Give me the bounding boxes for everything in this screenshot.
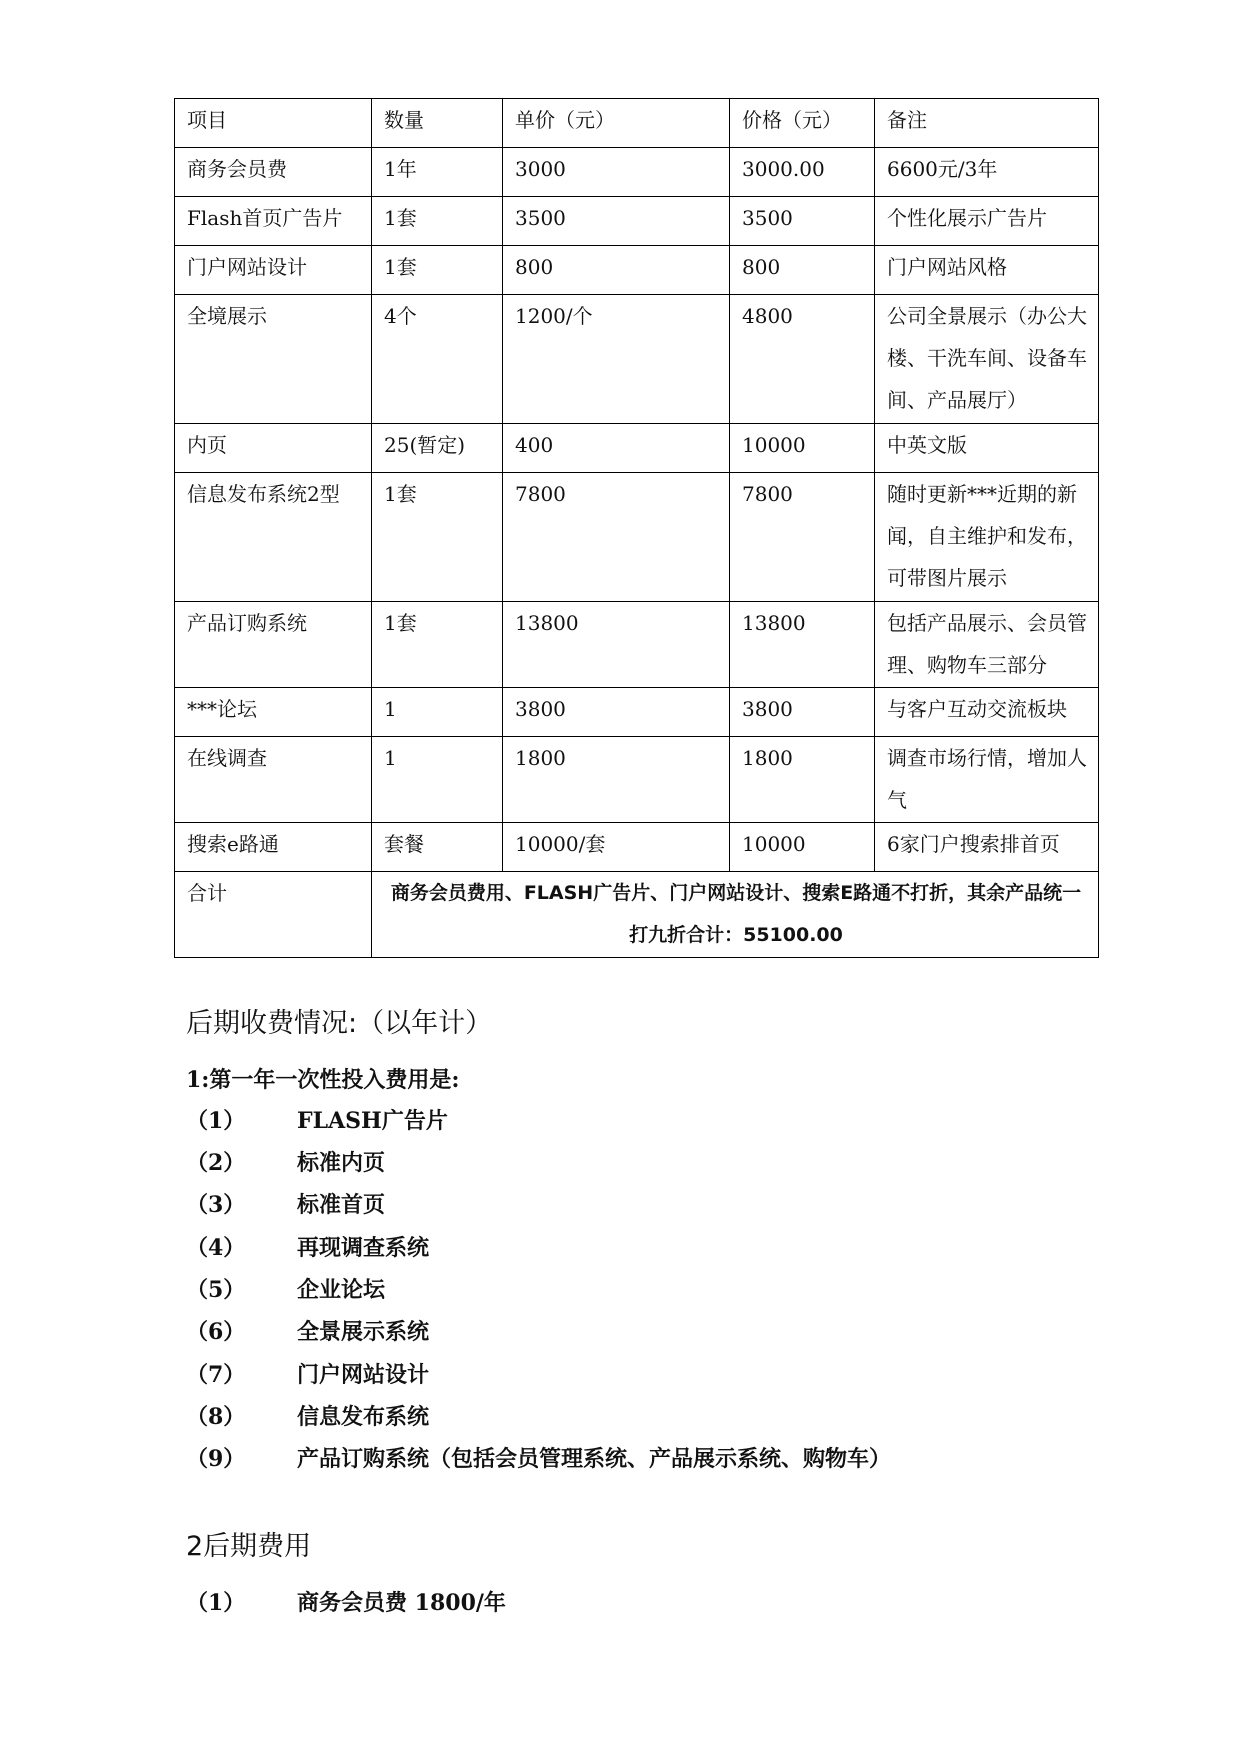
list-item-number: （1） [186,1108,246,1134]
list-item-text: 门户网站设计 [297,1362,430,1388]
list-item-number: （8） [186,1404,246,1430]
cell-note: 6600元/3年 [875,148,1099,197]
section-title-subsequent-fees: 2后期费用 [186,1531,312,1562]
cell-quantity: 1套 [372,197,503,246]
list-item [186,1442,891,1473]
cell-price: 10000 [730,823,875,872]
cell-item: 门户网站设计 [175,246,372,295]
cell-item: Flash首页广告片 [175,197,372,246]
header-price: 价格（元） [730,99,875,148]
cell-unit-price: 400 [503,424,730,473]
table-total-row [175,872,1099,958]
cell-quantity: 1 [372,688,503,737]
total-label: 合计 [175,872,372,958]
list-item-text: 标准首页 [297,1192,386,1218]
list-item [186,1146,385,1177]
list-item-text: FLASH广告片 [297,1108,448,1134]
cell-unit-price: 3500 [503,197,730,246]
cell-note: 中英文版 [875,424,1099,473]
cell-note: 与客户互动交流板块 [875,688,1099,737]
cell-price: 800 [730,246,875,295]
table-row [175,688,1099,737]
list-item-number: （4） [186,1235,246,1261]
list-item-text: 标准内页 [297,1150,386,1176]
cell-price: 1800 [730,737,875,823]
list-item [186,1231,429,1262]
cell-quantity: 套餐 [372,823,503,872]
cell-quantity: 1套 [372,602,503,688]
cell-quantity: 4个 [372,295,503,424]
cell-item: 在线调查 [175,737,372,823]
header-quantity: 数量 [372,99,503,148]
cell-note: 调查市场行情，增加人气 [875,737,1099,823]
list-item-number: （1） [186,1590,246,1616]
cell-quantity: 1年 [372,148,503,197]
cell-price: 3500 [730,197,875,246]
total-summary: 商务会员费用、FLASH广告片、门户网站设计、搜索E路通不打折，其余产品统一打九折合计：55100.00 [372,872,1099,958]
cell-unit-price: 800 [503,246,730,295]
cell-price: 10000 [730,424,875,473]
cell-note: 包括产品展示、会员管理、购物车三部分 [875,602,1099,688]
list-item-text: 企业论坛 [297,1277,386,1303]
cell-price: 13800 [730,602,875,688]
cell-note: 公司全景展示（办公大楼、干洗车间、设备车间、产品展厅） [875,295,1099,424]
list-item [186,1586,506,1617]
list-item-number: （2） [186,1150,246,1176]
table-row [175,473,1099,602]
table-row [175,424,1099,473]
cell-unit-price: 10000/套 [503,823,730,872]
list-item [186,1400,429,1431]
cell-note: 随时更新***近期的新闻，自主维护和发布，可带图片展示 [875,473,1099,602]
cell-item: 全境展示 [175,295,372,424]
table-row [175,823,1099,872]
list-item-text: 再现调查系统 [297,1235,430,1261]
header-item: 项目 [175,99,372,148]
cell-quantity: 1套 [372,246,503,295]
list-item [186,1358,429,1389]
cell-note: 门户网站风格 [875,246,1099,295]
cell-unit-price: 13800 [503,602,730,688]
cell-unit-price: 1200/个 [503,295,730,424]
list-item-number: （5） [186,1277,246,1303]
cell-note: 个性化展示广告片 [875,197,1099,246]
cell-item: 搜索e路通 [175,823,372,872]
table-row [175,737,1099,823]
header-note: 备注 [875,99,1099,148]
list-item-number: （3） [186,1192,246,1218]
cell-quantity: 1套 [372,473,503,602]
cell-unit-price: 3000 [503,148,730,197]
table-row [175,602,1099,688]
list-item-text: 全景展示系统 [297,1319,430,1345]
cell-item: 信息发布系统2型 [175,473,372,602]
cell-item: ***论坛 [175,688,372,737]
list-item-text: 信息发布系统 [297,1404,430,1430]
list-item-number: （7） [186,1362,246,1388]
list-item-text: 商务会员费 1800/年 [297,1590,506,1616]
cell-item: 产品订购系统 [175,602,372,688]
quotation-table [174,98,1099,958]
first-year-subtitle: 1:第一年一次性投入费用是: [186,1067,460,1093]
list-item [186,1104,448,1135]
cell-price: 4800 [730,295,875,424]
cell-price: 3000.00 [730,148,875,197]
table-row [175,295,1099,424]
cell-quantity: 25(暂定) [372,424,503,473]
list-item [186,1315,429,1346]
cell-unit-price: 1800 [503,737,730,823]
section-title-later-fees: 后期收费情况:（以年计） [186,1008,493,1039]
table-row [175,246,1099,295]
header-unit-price: 单价（元） [503,99,730,148]
table-row [175,148,1099,197]
cell-price: 7800 [730,473,875,602]
table-row [175,197,1099,246]
list-item-number: （6） [186,1319,246,1345]
list-item [186,1273,385,1304]
list-item-number: （9） [186,1446,246,1472]
cell-note: 6家门户搜索排首页 [875,823,1099,872]
list-item [186,1188,385,1219]
list-item-text: 产品订购系统（包括会员管理系统、产品展示系统、购物车） [297,1446,892,1472]
cell-item: 内页 [175,424,372,473]
cell-unit-price: 3800 [503,688,730,737]
cell-price: 3800 [730,688,875,737]
table-header-row [175,99,1099,148]
cell-item: 商务会员费 [175,148,372,197]
cell-quantity: 1 [372,737,503,823]
cell-unit-price: 7800 [503,473,730,602]
